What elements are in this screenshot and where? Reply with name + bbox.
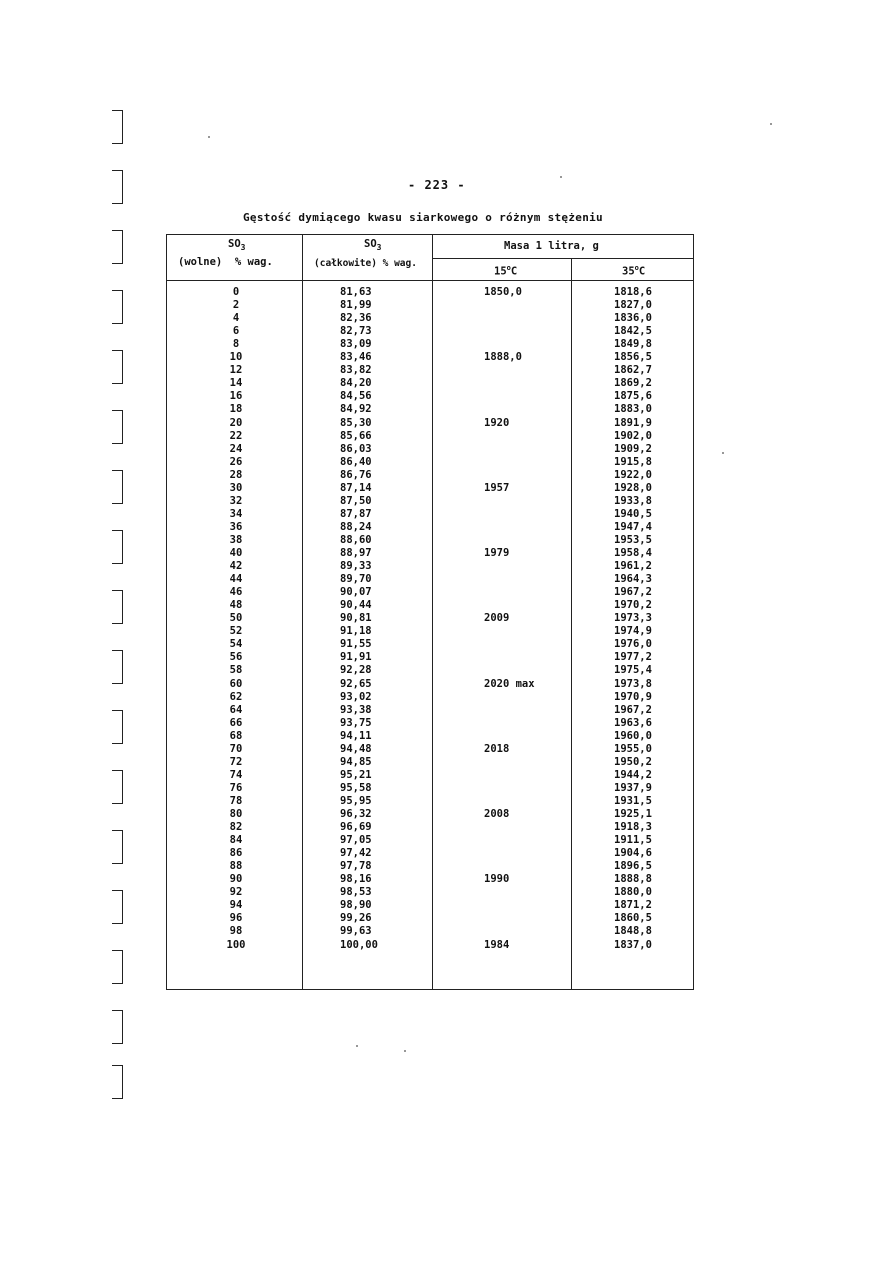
cell-mass-35c: 1933,8 bbox=[614, 494, 652, 507]
table-row bbox=[166, 417, 695, 430]
table-row bbox=[166, 808, 695, 821]
scan-speck bbox=[560, 176, 562, 178]
cell-mass-35c: 1950,2 bbox=[614, 755, 652, 768]
header-so3-free-sub: 3 bbox=[240, 243, 246, 253]
cell-so3-free: 4 bbox=[232, 312, 240, 325]
scan-speck bbox=[356, 1045, 358, 1047]
cell-so3-total: 90,07 bbox=[340, 586, 372, 599]
header-temp-35-unit: C bbox=[638, 265, 646, 278]
cell-mass-15c: 1850,0 bbox=[484, 286, 522, 298]
cell-so3-free: 38 bbox=[229, 533, 243, 546]
cell-so3-free: 6 bbox=[232, 325, 240, 338]
table-row bbox=[166, 482, 695, 495]
table-row bbox=[166, 756, 695, 769]
table-row bbox=[166, 364, 695, 377]
header-temp-35 bbox=[622, 264, 645, 278]
cell-mass-15c: 1990 bbox=[484, 873, 510, 886]
cell-so3-free: 40 bbox=[229, 547, 243, 559]
header-divider bbox=[166, 280, 694, 281]
cell-so3-total: 88,97 bbox=[340, 547, 372, 559]
density-table bbox=[166, 234, 695, 990]
table-row bbox=[166, 403, 695, 416]
cell-so3-free: 86 bbox=[229, 847, 243, 860]
table-row bbox=[166, 586, 695, 599]
table-row bbox=[166, 286, 695, 299]
binding-bracket bbox=[112, 410, 123, 444]
cell-so3-free: 14 bbox=[229, 377, 243, 390]
cell-so3-free: 28 bbox=[229, 468, 243, 481]
cell-so3-total: 98,16 bbox=[340, 873, 372, 886]
cell-so3-free: 42 bbox=[229, 560, 243, 573]
cell-so3-free: 32 bbox=[229, 494, 243, 507]
table-row bbox=[166, 860, 695, 873]
cell-so3-total: 93,75 bbox=[340, 716, 372, 729]
cell-mass-35c: 1964,3 bbox=[614, 573, 652, 586]
table-row bbox=[166, 651, 695, 664]
table-row bbox=[166, 704, 695, 717]
header-mass-group: Masa 1 litra, g bbox=[504, 240, 599, 252]
cell-so3-total: 95,95 bbox=[340, 794, 372, 807]
cell-mass-35c: 1967,2 bbox=[614, 586, 652, 599]
cell-mass-35c: 1904,6 bbox=[614, 847, 652, 860]
scan-speck bbox=[208, 136, 210, 138]
cell-so3-free: 70 bbox=[229, 742, 243, 755]
cell-mass-35c: 1970,9 bbox=[614, 690, 652, 703]
cell-so3-free: 52 bbox=[229, 625, 243, 638]
cell-mass-35c: 1944,2 bbox=[614, 768, 652, 781]
table-row bbox=[166, 769, 695, 782]
cell-so3-free: 12 bbox=[229, 364, 243, 377]
cell-mass-15c: 1920 bbox=[484, 416, 510, 429]
cell-so3-free: 58 bbox=[229, 664, 243, 677]
cell-mass-15c: 2018 bbox=[484, 742, 510, 755]
binding-bracket bbox=[112, 650, 123, 684]
cell-so3-free: 68 bbox=[229, 729, 243, 742]
table-row bbox=[166, 390, 695, 403]
cell-so3-total: 96,69 bbox=[340, 821, 372, 834]
table-row bbox=[166, 939, 695, 952]
table-row bbox=[166, 351, 695, 364]
cell-so3-total: 90,44 bbox=[340, 599, 372, 612]
cell-so3-total: 100,00 bbox=[340, 938, 378, 951]
cell-so3-free: 74 bbox=[229, 768, 243, 781]
cell-so3-total: 84,92 bbox=[340, 403, 372, 416]
table-row bbox=[166, 664, 695, 677]
cell-mass-35c: 1963,6 bbox=[614, 716, 652, 729]
cell-so3-free: 98 bbox=[229, 925, 243, 938]
cell-so3-free: 96 bbox=[229, 912, 243, 925]
table-row bbox=[166, 547, 695, 560]
cell-so3-free: 92 bbox=[229, 886, 243, 899]
cell-so3-free: 72 bbox=[229, 755, 243, 768]
header-so3-total-chem: SO bbox=[364, 238, 377, 250]
binding-bracket bbox=[112, 710, 123, 744]
table-row bbox=[166, 377, 695, 390]
header-temp-15 bbox=[494, 264, 517, 278]
cell-so3-total: 96,32 bbox=[340, 808, 372, 820]
cell-mass-35c: 1856,5 bbox=[614, 351, 652, 364]
cell-so3-total: 92,28 bbox=[340, 664, 372, 677]
table-row bbox=[166, 638, 695, 651]
cell-so3-free: 78 bbox=[229, 794, 243, 807]
cell-mass-15c: 2008 bbox=[484, 808, 510, 820]
cell-mass-35c: 1849,8 bbox=[614, 338, 652, 351]
cell-mass-35c: 1970,2 bbox=[614, 599, 652, 612]
cell-so3-total: 85,30 bbox=[340, 416, 372, 429]
cell-so3-total: 89,70 bbox=[340, 573, 372, 586]
cell-mass-35c: 1918,3 bbox=[614, 821, 652, 834]
cell-so3-free: 100 bbox=[226, 938, 246, 951]
cell-so3-free: 66 bbox=[229, 716, 243, 729]
cell-so3-free: 2 bbox=[232, 299, 240, 312]
cell-mass-35c: 1974,9 bbox=[614, 625, 652, 638]
cell-so3-free: 56 bbox=[229, 651, 243, 664]
cell-mass-15c: 1979 bbox=[484, 547, 510, 559]
cell-mass-35c: 1977,2 bbox=[614, 651, 652, 664]
cell-so3-free: 44 bbox=[229, 573, 243, 586]
cell-mass-35c: 1902,0 bbox=[614, 429, 652, 442]
cell-mass-35c: 1848,8 bbox=[614, 925, 652, 938]
cell-so3-total: 83,09 bbox=[340, 338, 372, 351]
cell-mass-15c: 2020 max bbox=[484, 677, 535, 690]
binding-bracket bbox=[112, 230, 123, 264]
cell-so3-total: 98,90 bbox=[340, 899, 372, 912]
cell-so3-total: 95,58 bbox=[340, 781, 372, 794]
cell-mass-35c: 1928,0 bbox=[614, 481, 652, 494]
cell-so3-free: 30 bbox=[229, 481, 243, 494]
table-row bbox=[166, 834, 695, 847]
cell-so3-free: 10 bbox=[229, 351, 243, 364]
binding-bracket bbox=[112, 290, 123, 324]
table-row bbox=[166, 599, 695, 612]
cell-mass-35c: 1871,2 bbox=[614, 899, 652, 912]
cell-mass-35c: 1869,2 bbox=[614, 377, 652, 390]
cell-mass-35c: 1837,0 bbox=[614, 938, 652, 951]
cell-mass-35c: 1976,0 bbox=[614, 638, 652, 651]
cell-mass-35c: 1940,5 bbox=[614, 507, 652, 520]
table-row bbox=[166, 886, 695, 899]
cell-so3-free: 0 bbox=[232, 286, 240, 298]
cell-mass-35c: 1827,0 bbox=[614, 299, 652, 312]
header-sub-divider bbox=[432, 258, 694, 259]
cell-so3-free: 8 bbox=[232, 338, 240, 351]
cell-so3-total: 86,76 bbox=[340, 468, 372, 481]
header-so3-free-label: (wolne) % wag. bbox=[178, 256, 273, 268]
cell-mass-35c: 1937,9 bbox=[614, 781, 652, 794]
binding-bracket bbox=[112, 530, 123, 564]
cell-so3-total: 97,78 bbox=[340, 860, 372, 873]
page-number: - 223 - bbox=[408, 178, 466, 192]
cell-so3-total: 84,56 bbox=[340, 390, 372, 403]
cell-so3-total: 99,26 bbox=[340, 912, 372, 925]
cell-mass-35c: 1947,4 bbox=[614, 520, 652, 533]
table-row bbox=[166, 469, 695, 482]
cell-mass-35c: 1955,0 bbox=[614, 742, 652, 755]
cell-so3-total: 94,48 bbox=[340, 742, 372, 755]
cell-mass-35c: 1915,8 bbox=[614, 455, 652, 468]
cell-so3-free: 62 bbox=[229, 690, 243, 703]
header-temp-15-unit: C bbox=[510, 265, 518, 278]
header-temp-15-num: 15 bbox=[494, 265, 507, 278]
binding-marks bbox=[108, 100, 138, 1100]
cell-mass-35c: 1883,0 bbox=[614, 403, 652, 416]
cell-mass-35c: 1891,9 bbox=[614, 416, 652, 429]
degree-sign: o bbox=[506, 264, 511, 272]
cell-so3-total: 87,14 bbox=[340, 481, 372, 494]
binding-bracket bbox=[112, 470, 123, 504]
cell-so3-total: 91,55 bbox=[340, 638, 372, 651]
table-row bbox=[166, 743, 695, 756]
table-row bbox=[166, 430, 695, 443]
table-row bbox=[166, 312, 695, 325]
table-title: Gęstość dymiącego kwasu siarkowego o różnym stężeniu bbox=[243, 211, 603, 224]
cell-so3-total: 93,38 bbox=[340, 703, 372, 716]
table-row bbox=[166, 821, 695, 834]
cell-so3-free: 18 bbox=[229, 403, 243, 416]
cell-so3-total: 88,60 bbox=[340, 533, 372, 546]
table-row bbox=[166, 912, 695, 925]
cell-so3-total: 95,21 bbox=[340, 768, 372, 781]
cell-so3-free: 50 bbox=[229, 612, 243, 625]
cell-so3-total: 87,87 bbox=[340, 507, 372, 520]
cell-mass-35c: 1973,3 bbox=[614, 612, 652, 625]
cell-so3-free: 94 bbox=[229, 899, 243, 912]
cell-mass-35c: 1818,6 bbox=[614, 286, 652, 298]
header-so3-free-chem: SO bbox=[228, 238, 241, 250]
table-row bbox=[166, 691, 695, 704]
cell-mass-15c: 1957 bbox=[484, 481, 510, 494]
cell-mass-35c: 1967,2 bbox=[614, 703, 652, 716]
cell-mass-35c: 1842,5 bbox=[614, 325, 652, 338]
cell-mass-15c: 1888,0 bbox=[484, 351, 522, 364]
table-row bbox=[166, 899, 695, 912]
cell-so3-total: 85,66 bbox=[340, 429, 372, 442]
cell-mass-35c: 1922,0 bbox=[614, 468, 652, 481]
cell-so3-total: 82,73 bbox=[340, 325, 372, 338]
table-row bbox=[166, 443, 695, 456]
cell-so3-total: 91,91 bbox=[340, 651, 372, 664]
cell-so3-total: 89,33 bbox=[340, 560, 372, 573]
cell-mass-35c: 1958,4 bbox=[614, 547, 652, 559]
cell-so3-free: 90 bbox=[229, 873, 243, 886]
table-row bbox=[166, 560, 695, 573]
cell-mass-35c: 1975,4 bbox=[614, 664, 652, 677]
table-row bbox=[166, 873, 695, 886]
binding-bracket bbox=[112, 1010, 123, 1044]
table-row bbox=[166, 521, 695, 534]
cell-mass-35c: 1960,0 bbox=[614, 729, 652, 742]
cell-mass-35c: 1925,1 bbox=[614, 808, 652, 820]
cell-so3-free: 82 bbox=[229, 821, 243, 834]
table-row bbox=[166, 325, 695, 338]
cell-so3-total: 84,20 bbox=[340, 377, 372, 390]
degree-sign: o bbox=[634, 264, 639, 272]
cell-so3-total: 81,63 bbox=[340, 286, 372, 298]
table-row bbox=[166, 534, 695, 547]
cell-so3-total: 90,81 bbox=[340, 612, 372, 625]
table-row bbox=[166, 456, 695, 469]
table-row bbox=[166, 730, 695, 743]
cell-so3-free: 54 bbox=[229, 638, 243, 651]
cell-so3-total: 86,03 bbox=[340, 442, 372, 455]
cell-so3-free: 34 bbox=[229, 507, 243, 520]
cell-so3-total: 97,05 bbox=[340, 834, 372, 847]
cell-so3-free: 64 bbox=[229, 703, 243, 716]
cell-so3-free: 46 bbox=[229, 586, 243, 599]
scan-speck bbox=[770, 123, 772, 125]
cell-so3-free: 80 bbox=[229, 808, 243, 820]
cell-mass-35c: 1862,7 bbox=[614, 364, 652, 377]
binding-bracket bbox=[112, 770, 123, 804]
cell-mass-35c: 1911,5 bbox=[614, 834, 652, 847]
binding-bracket bbox=[112, 830, 123, 864]
cell-so3-total: 88,24 bbox=[340, 520, 372, 533]
cell-so3-total: 93,02 bbox=[340, 690, 372, 703]
cell-so3-total: 91,18 bbox=[340, 625, 372, 638]
cell-so3-free: 24 bbox=[229, 442, 243, 455]
header-so3-total bbox=[364, 238, 381, 252]
cell-so3-total: 97,42 bbox=[340, 847, 372, 860]
cell-so3-total: 87,50 bbox=[340, 494, 372, 507]
header-so3-free bbox=[228, 238, 245, 252]
cell-so3-total: 83,46 bbox=[340, 351, 372, 364]
cell-so3-total: 81,99 bbox=[340, 299, 372, 312]
cell-so3-free: 26 bbox=[229, 455, 243, 468]
table-row bbox=[166, 678, 695, 691]
binding-bracket bbox=[112, 890, 123, 924]
scan-speck bbox=[404, 1050, 406, 1052]
cell-so3-total: 94,11 bbox=[340, 729, 372, 742]
cell-so3-free: 48 bbox=[229, 599, 243, 612]
binding-bracket bbox=[112, 110, 123, 144]
table-row bbox=[166, 612, 695, 625]
table-row bbox=[166, 717, 695, 730]
cell-mass-35c: 1961,2 bbox=[614, 560, 652, 573]
binding-bracket bbox=[112, 950, 123, 984]
cell-mass-15c: 1984 bbox=[484, 938, 510, 951]
cell-so3-total: 82,36 bbox=[340, 312, 372, 325]
cell-so3-total: 98,53 bbox=[340, 886, 372, 899]
table-row bbox=[166, 299, 695, 312]
cell-mass-35c: 1860,5 bbox=[614, 912, 652, 925]
cell-mass-35c: 1909,2 bbox=[614, 442, 652, 455]
binding-bracket bbox=[112, 170, 123, 204]
cell-so3-free: 84 bbox=[229, 834, 243, 847]
table-row bbox=[166, 338, 695, 351]
cell-so3-free: 88 bbox=[229, 860, 243, 873]
cell-mass-35c: 1973,8 bbox=[614, 677, 652, 690]
table-row bbox=[166, 495, 695, 508]
cell-mass-35c: 1836,0 bbox=[614, 312, 652, 325]
table-border-bottom bbox=[166, 989, 694, 990]
cell-so3-free: 60 bbox=[229, 677, 243, 690]
binding-bracket bbox=[112, 350, 123, 384]
table-row bbox=[166, 573, 695, 586]
cell-so3-total: 94,85 bbox=[340, 755, 372, 768]
table-row bbox=[166, 508, 695, 521]
table-row bbox=[166, 795, 695, 808]
table-row bbox=[166, 782, 695, 795]
binding-bracket bbox=[112, 590, 123, 624]
header-temp-35-num: 35 bbox=[622, 265, 635, 278]
cell-mass-35c: 1896,5 bbox=[614, 860, 652, 873]
cell-mass-35c: 1880,0 bbox=[614, 886, 652, 899]
cell-so3-total: 83,82 bbox=[340, 364, 372, 377]
scan-speck bbox=[722, 452, 724, 454]
table-border-top bbox=[166, 234, 694, 235]
table-row bbox=[166, 847, 695, 860]
cell-so3-free: 22 bbox=[229, 429, 243, 442]
binding-bracket bbox=[112, 1065, 123, 1099]
table-row bbox=[166, 925, 695, 938]
cell-mass-35c: 1888,8 bbox=[614, 873, 652, 886]
cell-so3-total: 86,40 bbox=[340, 455, 372, 468]
cell-mass-35c: 1931,5 bbox=[614, 794, 652, 807]
cell-mass-15c: 2009 bbox=[484, 612, 510, 625]
cell-so3-free: 20 bbox=[229, 416, 243, 429]
header-so3-total-sub: 3 bbox=[376, 243, 382, 253]
cell-so3-free: 16 bbox=[229, 390, 243, 403]
cell-so3-free: 36 bbox=[229, 520, 243, 533]
cell-mass-35c: 1953,5 bbox=[614, 533, 652, 546]
cell-so3-free: 76 bbox=[229, 781, 243, 794]
table-row bbox=[166, 625, 695, 638]
header-so3-total-label: (całkowite) % wag. bbox=[314, 258, 417, 269]
cell-mass-35c: 1875,6 bbox=[614, 390, 652, 403]
cell-so3-total: 92,65 bbox=[340, 677, 372, 690]
cell-so3-total: 99,63 bbox=[340, 925, 372, 938]
